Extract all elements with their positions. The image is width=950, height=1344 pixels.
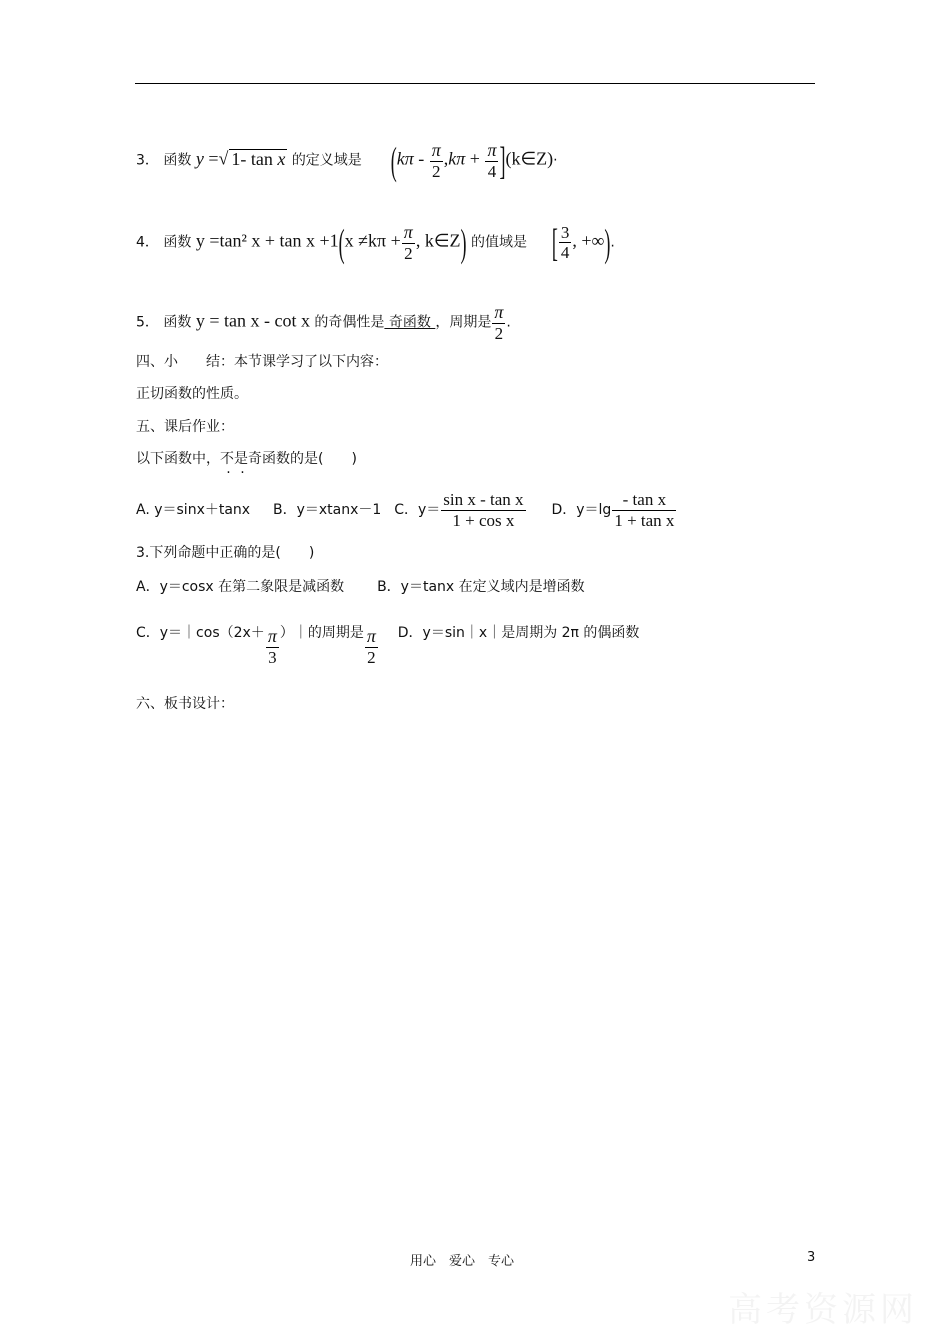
option-2a: A．y＝cosx 在第二象限是减函数: [136, 579, 345, 595]
question-4: 4． 函数 y =tan² x + tan x +1(x ≠kπ + $\frac{\pi}{2}$ , k∈Z) 的值域是 [ $\frac{3}{4}$ , +∞).: [136, 220, 615, 265]
option-a: A. y＝sinx＋tanx: [136, 502, 251, 519]
section-homework: 五、课后作业：: [136, 419, 234, 435]
q4-range-label: 的值域是: [470, 234, 527, 251]
q3-eq: =: [203, 148, 219, 169]
q3-frac-pi-2: $\frac{\pi}{2}$: [431, 140, 441, 181]
q3-frac-pi-4: $\frac{\pi}{4}$: [487, 140, 497, 181]
q4-lead: 函数: [163, 234, 192, 251]
section-board-design: 六、板书设计：: [136, 696, 234, 712]
q3-domain-label: 的定义域是: [291, 152, 362, 169]
option-2c: C．y＝｜cos（2x＋: [136, 625, 265, 641]
emphasis-not: 不: [220, 451, 234, 467]
q4-expression: y =tan² x + tan x +1: [195, 230, 339, 251]
q5-number: 5．: [136, 314, 159, 331]
page-number: 3: [807, 1250, 816, 1265]
q5-frac-pi-2: $\frac{\pi}{2}$: [494, 302, 504, 343]
emphasis-is: 是: [234, 451, 248, 467]
q3-number: 3．: [136, 152, 159, 169]
option-2c-frac-pi-3: $\frac{\pi}{3}$: [267, 626, 277, 667]
option-d-fraction: $\frac{\text{- tan x}}{\text{1 + tan x}}$: [614, 490, 675, 530]
q3-condition: (k∈Z): [505, 148, 554, 169]
q3-lead: 函数: [163, 152, 192, 169]
watermark: 高考资源网: [728, 1290, 918, 1330]
q3-radicand: 1- tan x: [231, 148, 286, 169]
q5-parity-label: 的奇偶性是: [314, 314, 385, 331]
option-b: B．y＝xtanx－1: [273, 502, 382, 519]
option-2d: D．y＝sin｜x｜是周期为 2π 的偶函数: [397, 625, 640, 641]
q3-y: y: [195, 148, 204, 169]
option-c: C．y＝: [394, 502, 441, 519]
footer-slogan: 用心 爱心 专心: [410, 1254, 515, 1269]
q5-expression: y = tan x - cot x: [195, 310, 310, 331]
option-2b: B．y＝tanx 在定义域内是增函数: [377, 579, 585, 595]
homework-question-1: 以下函数中，不是奇函数的是( ): [136, 451, 357, 467]
q4-frac-3-4: $\frac{3}{4}$: [560, 222, 570, 263]
header-rule: [135, 83, 815, 84]
q4-number: 4．: [136, 234, 159, 251]
summary-text: 正切函数的性质。: [136, 386, 248, 402]
q5-lead: 函数: [163, 314, 192, 331]
homework-question-2-options-ab: [136, 580, 585, 594]
q4-answer-tail: , +∞: [572, 230, 605, 251]
question-5: 5． 函数 y = tan x - cot x 的奇偶性是 奇函数 ，周期是 $\frac{\pi}{2}$ .: [136, 302, 511, 343]
section-summary: 四、小 结：本节课学习了以下内容：: [136, 354, 388, 370]
q4-condition: x ≠kπ +: [344, 230, 401, 251]
q4-frac-pi-2: $\frac{\pi}{2}$: [403, 222, 413, 263]
homework-question-2: 3.下列命题中正确的是( ): [136, 545, 315, 561]
option-2c-frac-pi-2: $\frac{\pi}{2}$: [366, 626, 376, 667]
homework-question-2-options-cd: C．y＝｜cos（2x＋ $\frac{\pi}{3}$ ）｜的周期是 $\frac{\pi}{2}$ D．y＝sin｜x｜是周期为 2π 的偶函数: [136, 625, 640, 667]
homework-question-1-options: [136, 490, 677, 530]
option-d: D．y＝lg: [551, 502, 612, 519]
question-3: 3． 函数 y =√ 1- tan x 的定义域是 (kπ - $\frac{\pi}{2}$ ,kπ + $\frac{\pi}{4}$ ](k∈Z)·: [136, 138, 558, 183]
q5-answer: 奇函数: [384, 314, 436, 331]
option-c-fraction: $\frac{\text{sin x - tan x}}{\text{1 + cos x}}$: [443, 490, 524, 530]
